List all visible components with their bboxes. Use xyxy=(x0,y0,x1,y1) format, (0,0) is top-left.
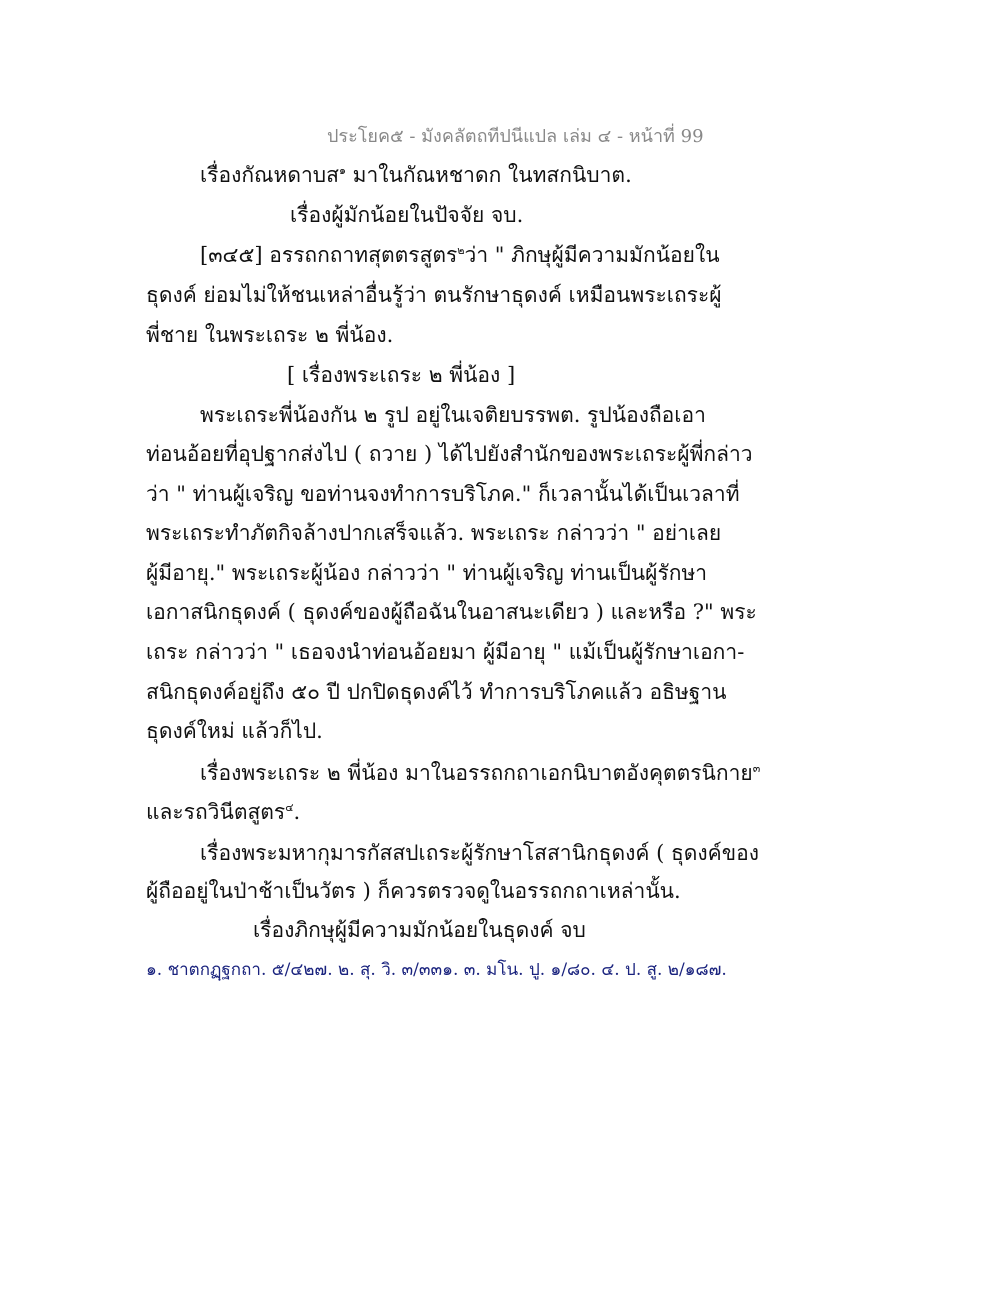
page-header: ประโยค๕ - มังคลัตถทีปนีแปล เล่ม ๔ - หน้าที่ 99 xyxy=(327,126,704,147)
section-end-line: เรื่องภิกษุผู้มีความมักน้อยในธุดงค์ จบ xyxy=(253,918,586,942)
footnote-marker: ๓ xyxy=(752,762,761,775)
text-line: ธุดงค์ใหม่ แล้วก็ไป. xyxy=(146,719,323,743)
text-line: สนิกธุดงค์อยู่ถึง ๕๐ ปี ปกปิดธุดงค์ไว้ ทำการบริโภคแล้ว อธิษฐาน xyxy=(146,680,727,704)
text-line: เรื่องพระมหากุมารกัสสปเถระผู้รักษาโสสานิกธุดงค์ ( ธุดงค์ของ xyxy=(200,841,759,865)
text-line: เรื่องพระเถระ ๒ พี่น้อง มาในอรรถกถาเอกนิบาตอังคุตตรนิกาย$^๓$ xyxy=(200,761,761,785)
text-line: และรถวินีตสูตร$^๔$. xyxy=(146,800,301,824)
footnotes: ๑. ชาตกฏฺฐกถา. ๕/๔๒๗. ๒. สุ. วิ. ๓/๓๓๑. ๓. มโน. ปู. ๑/๘๐. ๔. ป. สู. ๒/๑๘๗. xyxy=(146,960,727,980)
text-line: พี่ชาย ในพระเถระ ๒ พี่น้อง. xyxy=(146,323,394,347)
text-line: ผู้ถืออยู่ในป่าช้าเป็นวัตร ) ก็ควรตรวจดูในอรรถกถาเหล่านั้น. xyxy=(146,879,681,903)
text-line: ธุดงค์ ย่อมไม่ให้ชนเหล่าอื่นรู้ว่า ตนรักษาธุดงค์ เหมือนพระเถระผู้ xyxy=(146,283,722,307)
text-line: ท่อนอ้อยที่อุปฐากส่งไป ( ถวาย ) ได้ไปยังสำนักของพระเถระผู้พี่กล่าว xyxy=(146,442,753,466)
section-heading: [ เรื่องพระเถระ ๒ พี่น้อง ] xyxy=(287,363,516,387)
footnote-marker: ๒ xyxy=(457,244,465,257)
text-line: พระเถระพี่น้องกัน ๒ รูป อยู่ในเจติยบรรพต. รูปน้องถือเอา xyxy=(200,403,706,427)
footnote-marker: ๔ xyxy=(285,801,294,814)
text-line: ว่า " ท่านผู้เจริญ ขอท่านจงทำการบริโภค." ก็เวลานั้นได้เป็นเวลาที่ xyxy=(146,482,740,506)
footnote-marker: ๑ xyxy=(338,164,346,177)
text-line: เรื่องกัณหดาบส$^๑$ มาในกัณหชาดก ในทสกนิบาต. xyxy=(200,163,632,187)
section-end-line: เรื่องผู้มักน้อยในปัจจัย จบ. xyxy=(290,203,524,227)
text-line: พระเถระทำภัตกิจล้างปากเสร็จแล้ว. พระเถระ กล่าวว่า " อย่าเลย xyxy=(146,521,722,545)
text-line: [๓๔๕] อรรถกถาทสุตตรสูตร$^๒$ว่า " ภิกษุผู้มีความมักน้อยใน xyxy=(200,243,720,267)
text-line: ผู้มีอายุ." พระเถระผู้น้อง กล่าวว่า " ท่านผู้เจริญ ท่านเป็นผู้รักษา xyxy=(146,561,708,585)
text-line: เถระ กล่าวว่า " เธอจงนำท่อนอ้อยมา ผู้มีอายุ " แม้เป็นผู้รักษาเอกา- xyxy=(146,640,745,664)
text-line: เอกาสนิกธุดงค์ ( ธุดงค์ของผู้ถือฉันในอาสนะเดียว ) และหรือ ?" พระ xyxy=(146,600,757,624)
